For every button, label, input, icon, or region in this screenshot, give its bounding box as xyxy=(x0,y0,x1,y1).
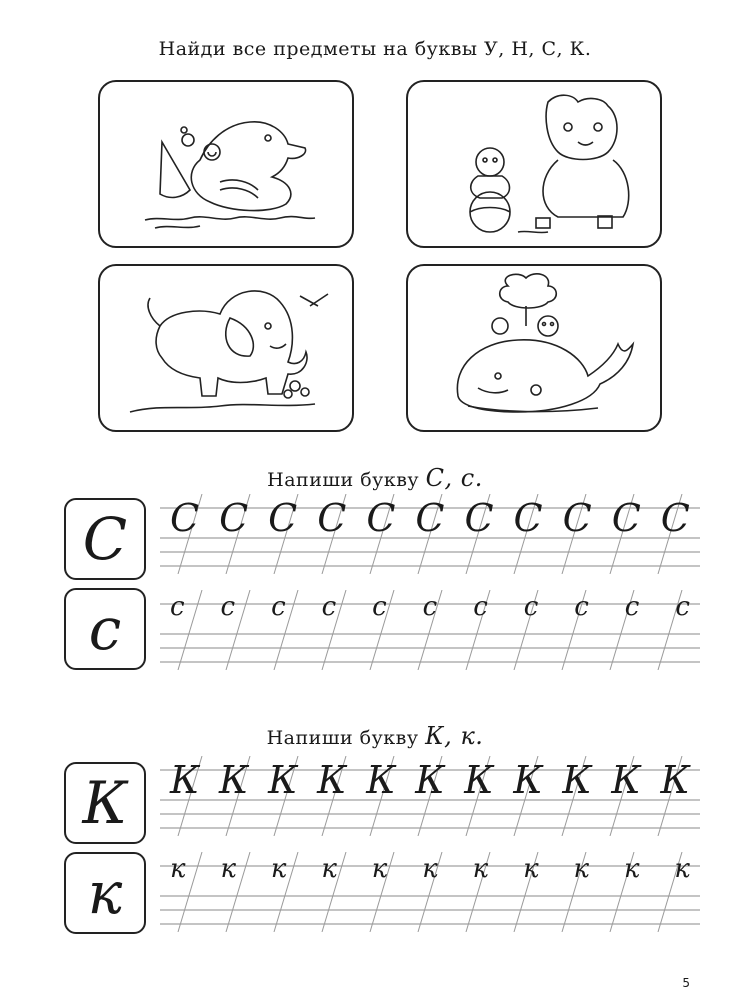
bear-picture xyxy=(406,80,662,248)
practice-letter: к xyxy=(523,854,539,884)
practice-letter: к xyxy=(220,854,236,884)
practice-letter: к xyxy=(371,854,388,884)
practice-letter: С xyxy=(660,496,690,540)
practice-letter: к xyxy=(321,854,337,884)
practice-letter: к xyxy=(674,854,690,884)
practice-letter: с xyxy=(523,592,539,622)
practice-letter: С xyxy=(464,496,494,540)
sample-lower-k-glyph: к xyxy=(87,859,123,927)
practice-letter: К xyxy=(611,758,641,802)
practice-letter: с xyxy=(624,592,640,622)
practice-letter: С xyxy=(366,496,396,540)
upper-k-letters xyxy=(170,758,690,804)
duck-icon xyxy=(100,82,352,246)
elephant-icon xyxy=(100,266,352,430)
practice-letter: С xyxy=(562,496,592,540)
practice-letter: К xyxy=(513,758,543,802)
practice-letter: с xyxy=(220,592,236,622)
lower-s-letters xyxy=(170,592,690,632)
duck-picture xyxy=(98,80,354,248)
practice-letter: к xyxy=(270,854,287,884)
practice-letter: С xyxy=(415,496,445,540)
practice-letter: к xyxy=(623,854,640,884)
practice-letter: К xyxy=(268,758,298,802)
practice-letter: с xyxy=(473,592,488,622)
practice-letter: К xyxy=(317,758,347,802)
sample-upper-s-glyph: С xyxy=(82,505,128,573)
sample-upper-k-glyph: К xyxy=(82,769,128,837)
section-k-heading xyxy=(0,722,750,750)
writing-row-upper-s xyxy=(160,494,700,574)
practice-letter: К xyxy=(170,758,200,802)
page-number: 5 xyxy=(682,976,690,990)
practice-letter: с xyxy=(574,592,589,622)
elephant-picture xyxy=(98,264,354,432)
task-title: Найди все предметы на буквы У, Н, С, К. xyxy=(158,38,592,60)
whale-picture xyxy=(406,264,662,432)
practice-letter: С xyxy=(317,496,347,540)
sample-upper-s xyxy=(64,498,146,580)
practice-letter: к xyxy=(422,854,438,884)
practice-letter: К xyxy=(415,758,445,802)
sample-lower-k xyxy=(64,852,146,934)
practice-letter: С xyxy=(268,496,298,540)
practice-letter: С xyxy=(611,496,641,540)
practice-letter: К xyxy=(660,758,690,802)
practice-letter: с xyxy=(271,592,286,622)
writing-row-upper-k xyxy=(160,756,700,836)
practice-letter: к xyxy=(170,854,186,884)
whale-icon xyxy=(408,266,660,430)
practice-letter: К xyxy=(464,758,494,802)
section-s-heading xyxy=(0,464,750,492)
practice-letter: С xyxy=(513,496,543,540)
practice-letter: к xyxy=(472,854,489,884)
practice-letter: с xyxy=(321,592,337,622)
practice-letter: с xyxy=(422,592,438,622)
practice-letter: к xyxy=(573,854,590,884)
practice-letter: с xyxy=(675,592,690,622)
practice-letter: К xyxy=(366,758,396,802)
sample-lower-s xyxy=(64,588,146,670)
sample-upper-k xyxy=(64,762,146,844)
practice-letter: с xyxy=(372,592,387,622)
section-k-heading-prefix: Напиши букву xyxy=(266,727,419,749)
section-s-heading-prefix: Напиши букву xyxy=(267,469,420,491)
sample-lower-s-glyph: с xyxy=(88,595,122,663)
writing-row-lower-k xyxy=(160,852,700,932)
lower-k-letters xyxy=(170,854,690,894)
practice-letter: С xyxy=(219,496,249,540)
practice-letter: К xyxy=(562,758,592,802)
bear-icon xyxy=(408,82,660,246)
upper-s-letters xyxy=(170,496,690,542)
section-s-heading-letters: С, с. xyxy=(425,464,483,492)
section-k-heading-letters: К, к. xyxy=(425,722,484,750)
practice-letter: С xyxy=(170,496,200,540)
practice-letter: с xyxy=(170,592,185,622)
writing-row-lower-s xyxy=(160,590,700,670)
practice-letter: К xyxy=(219,758,249,802)
